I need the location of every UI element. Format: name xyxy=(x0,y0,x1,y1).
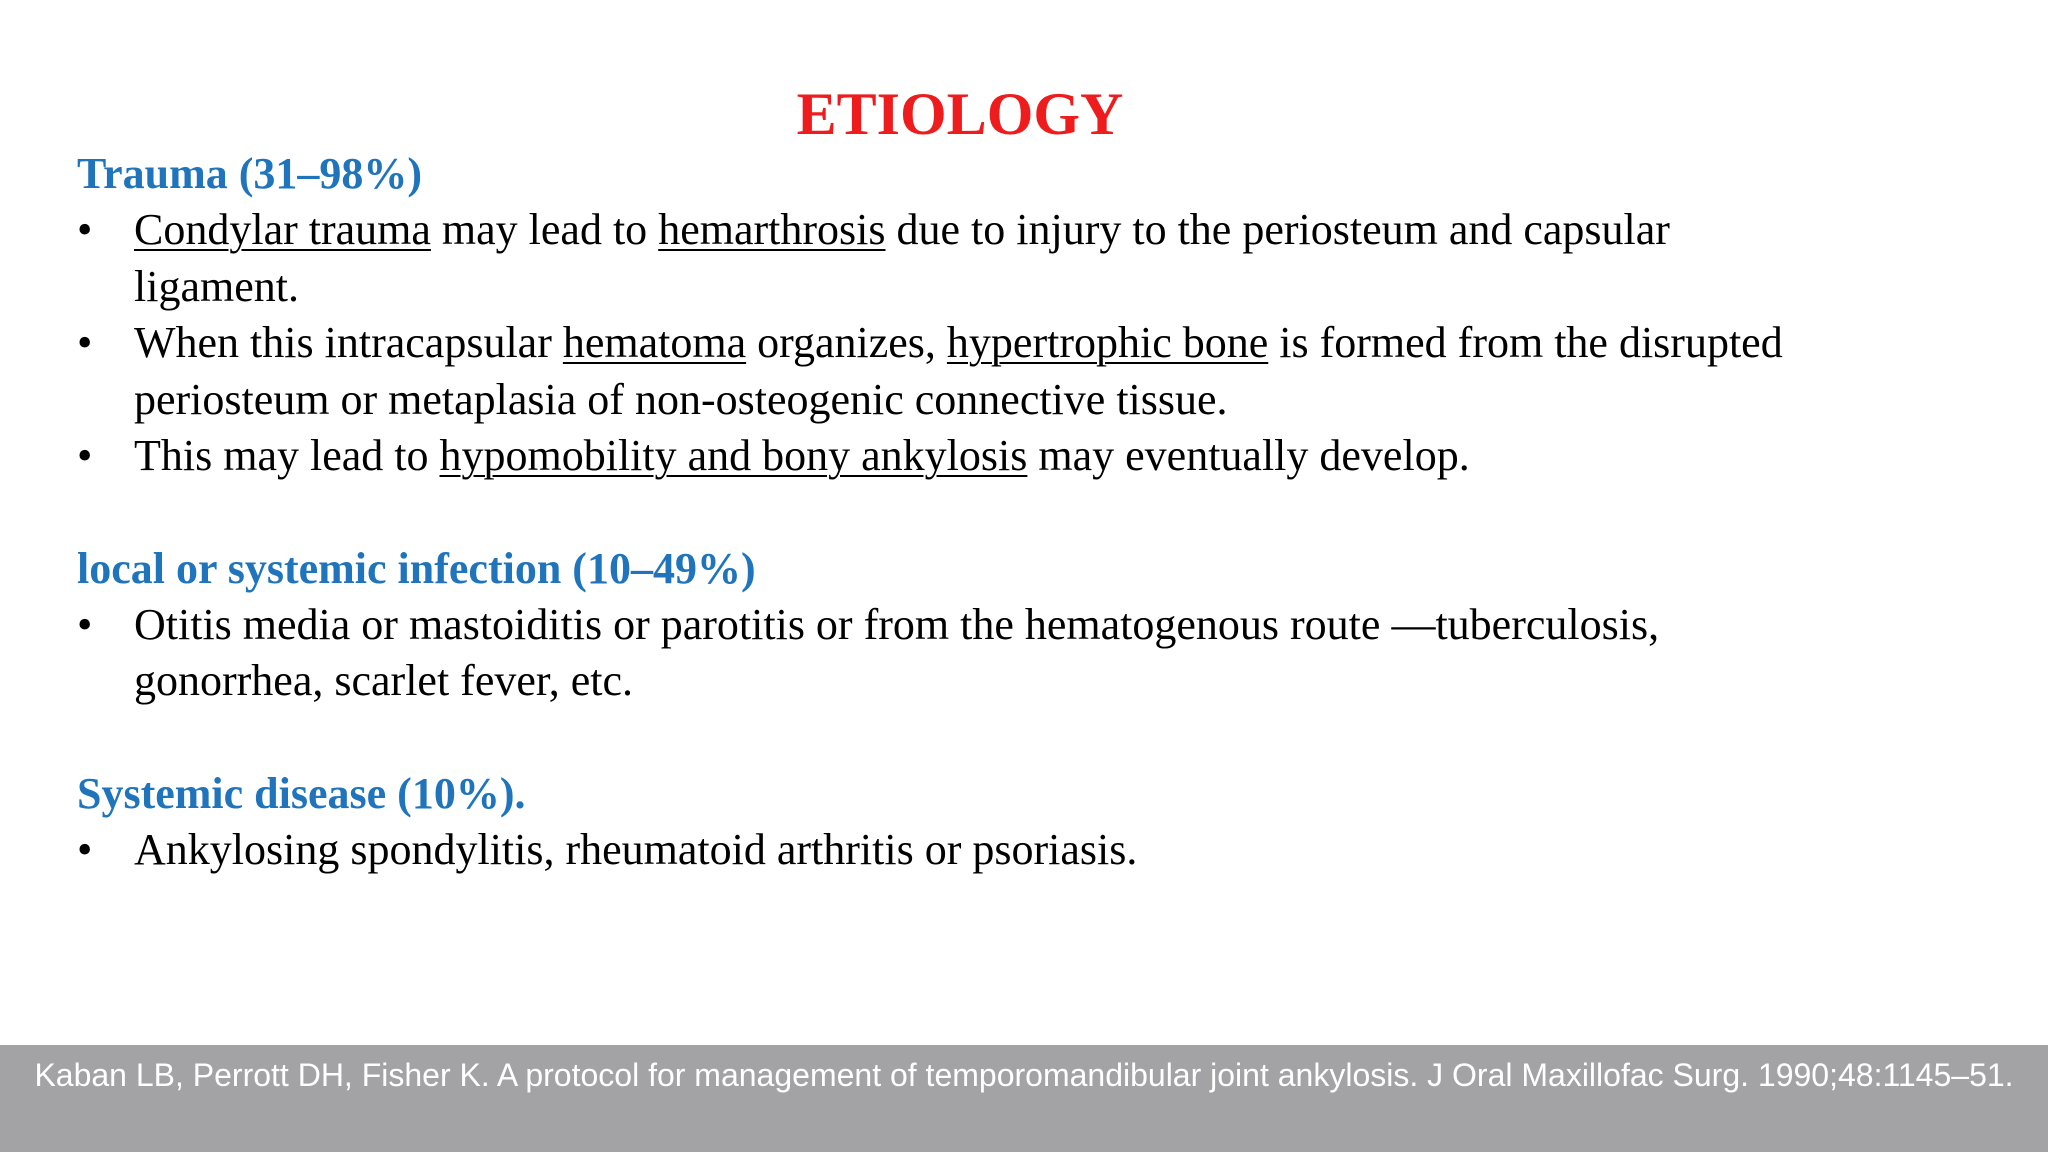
underlined-term: Condylar trauma xyxy=(134,205,431,254)
bullet-list xyxy=(77,597,1797,710)
bullet-text: due to injury to the periosteum and capsular ligament. xyxy=(134,205,1670,311)
bullet-marker: • xyxy=(77,318,93,367)
bullet-text: Ankylosing spondylitis, rheumatoid arthritis or psoriasis. xyxy=(134,824,1138,874)
slide-content xyxy=(77,146,1797,878)
section-heading: Trauma (31–98%) xyxy=(77,149,423,198)
bullet-item xyxy=(77,597,1797,710)
citation-text: Kaban LB, Perrott DH, Fisher K. A protocol for management of temporomandibular joint ankylosis. J Oral Maxillofac Surg. 1990;48:1145–51. xyxy=(34,1057,2014,1093)
bullet-item xyxy=(77,822,1797,879)
bullet-text: may eventually develop. xyxy=(1027,431,1470,480)
bullet-text: This may lead to xyxy=(134,431,440,480)
bullet-text: Otitis media or mastoiditis or parotitis or from the hematogenous route —tuberculosis, gonorrhea, scarlet fever, etc. xyxy=(134,599,1660,705)
section-heading: local or systemic infection (10–49%) xyxy=(77,543,756,593)
bullet-text: organizes, xyxy=(746,318,947,367)
section-heading: Systemic disease (10%). xyxy=(77,768,526,818)
section-spacer xyxy=(77,485,1797,541)
bullet-text: is formed from the disrupted periosteum or metaplasia of non-osteogenic connective tissue. xyxy=(134,318,1783,424)
bullet-text: may lead to xyxy=(430,205,659,254)
bullet-marker: • xyxy=(77,431,93,480)
bullet-item xyxy=(77,202,1797,315)
underlined-term: hemarthrosis xyxy=(658,205,886,254)
bullet-list xyxy=(77,202,1797,485)
section-spacer xyxy=(77,710,1797,766)
bullet-list xyxy=(77,822,1797,879)
slide-title: ETIOLOGY xyxy=(796,81,1124,147)
bullet-item xyxy=(77,315,1797,428)
citation-footer xyxy=(0,1045,2048,1152)
underlined-term: hypertrophic bone xyxy=(946,318,1269,367)
bullet-marker: • xyxy=(77,824,93,874)
underlined-term: hematoma xyxy=(562,318,747,367)
bullet-marker: • xyxy=(77,205,93,254)
bullet-text: When this intracapsular xyxy=(134,318,563,367)
bullet-marker: • xyxy=(77,599,93,649)
bullet-item xyxy=(77,428,1797,485)
underlined-term: hypomobility and bony ankylosis xyxy=(439,431,1028,480)
